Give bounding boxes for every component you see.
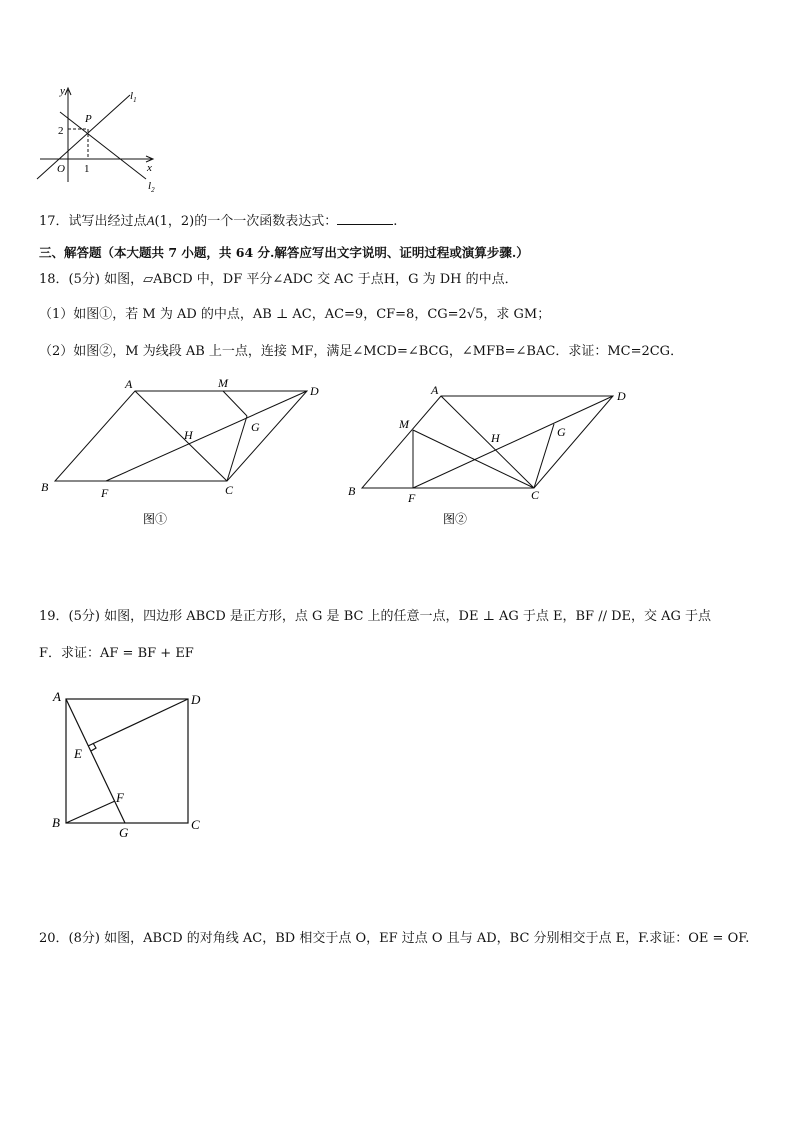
coordinate-figure: [30, 82, 170, 197]
line-l2: [60, 112, 146, 179]
label-y: y: [60, 85, 65, 97]
sq-E: E: [74, 746, 82, 761]
sq-B: B: [52, 815, 60, 830]
f2-caption: 图②: [443, 512, 468, 526]
seg-DF: [106, 391, 307, 481]
section-3-header: [39, 244, 529, 262]
f1-C: C: [225, 483, 234, 497]
f2-A: A: [431, 383, 439, 397]
f2-M: M: [399, 417, 409, 431]
seg-DF-2: [413, 396, 613, 488]
q20-line1: 20．(8分) 如图，ABCD 的对角线 AC，BD 相交于点 O，EF 过点 O 且与 AD，BC 分别相交于点 E，F.求证：OE = OF.: [39, 931, 750, 946]
sq-G: G: [119, 825, 129, 840]
section-title: 三、解答题: [39, 245, 102, 260]
f2-C: C: [531, 488, 540, 502]
f1-B: B: [41, 480, 49, 494]
square-figure: [45, 685, 215, 845]
label-P: P: [85, 113, 92, 125]
q18-line1: 18．(5分) 如图，▱ABCD 中，DF 平分∠ADC 交 AC 于点H，G 为 DH 的中点．: [39, 272, 518, 287]
f1-G: G: [251, 420, 260, 434]
label-x: x: [147, 162, 152, 174]
tick-1: 1: [84, 163, 90, 175]
seg-BF: [66, 801, 115, 823]
seg-DE: [88, 699, 188, 746]
square-ABCD: [66, 699, 188, 823]
sq-D: D: [191, 692, 201, 707]
f1-F: F: [101, 486, 109, 500]
q18-line2: （1）如图①，若 M 为 AD 的中点，AB ⊥ AC，AC=9，CF=8，CG=2√5，求 GM；: [39, 307, 551, 322]
seg-MG: [223, 391, 247, 416]
seg-CG-2: [534, 424, 554, 488]
f2-B: B: [348, 484, 356, 498]
sq-F: F: [116, 790, 124, 805]
tick-2: 2: [58, 125, 64, 137]
diag-AC-2: [441, 396, 534, 488]
f1-D: D: [310, 384, 319, 398]
f1-M: M: [218, 376, 228, 390]
f1-caption: 图①: [143, 512, 168, 526]
diag-AC: [135, 391, 227, 481]
figure-1: [36, 373, 336, 528]
f2-F: F: [408, 491, 416, 505]
q19-line1: 19．(5分) 如图，四边形 ABCD 是正方形，点 G 是 BC 上的任意一点，DE ⊥ AG 于点 E，BF // DE，交 AG 于点: [39, 609, 712, 624]
q19-line2: F．求证：AF = BF + EF: [39, 646, 194, 661]
f2-G: G: [557, 425, 566, 439]
sq-A: A: [53, 689, 61, 704]
answer-blank: [337, 212, 393, 225]
figure-2: [343, 380, 643, 530]
sq-C: C: [191, 817, 200, 832]
label-origin: O: [57, 163, 65, 175]
f2-H: H: [491, 431, 500, 445]
section-note: （本大题共 7 小题，共 64 分.解答应写出文字说明、证明过程或演算步骤.）: [101, 245, 529, 260]
f1-H: H: [184, 428, 193, 442]
label-l2: $l_2$: [148, 180, 155, 194]
label-l1: $l_1$: [130, 90, 137, 104]
question-17: 17．试写出经过点A(1，2)的一个一次函数表达式： .: [39, 213, 398, 229]
q18-line3: （2）如图②，M 为线段 AB 上一点，连接 MF，满足∠MCD=∠BCG，∠MFB=∠BAC．求证：MC=2CG．: [39, 344, 684, 359]
f1-A: A: [125, 377, 133, 391]
f2-D: D: [617, 389, 626, 403]
